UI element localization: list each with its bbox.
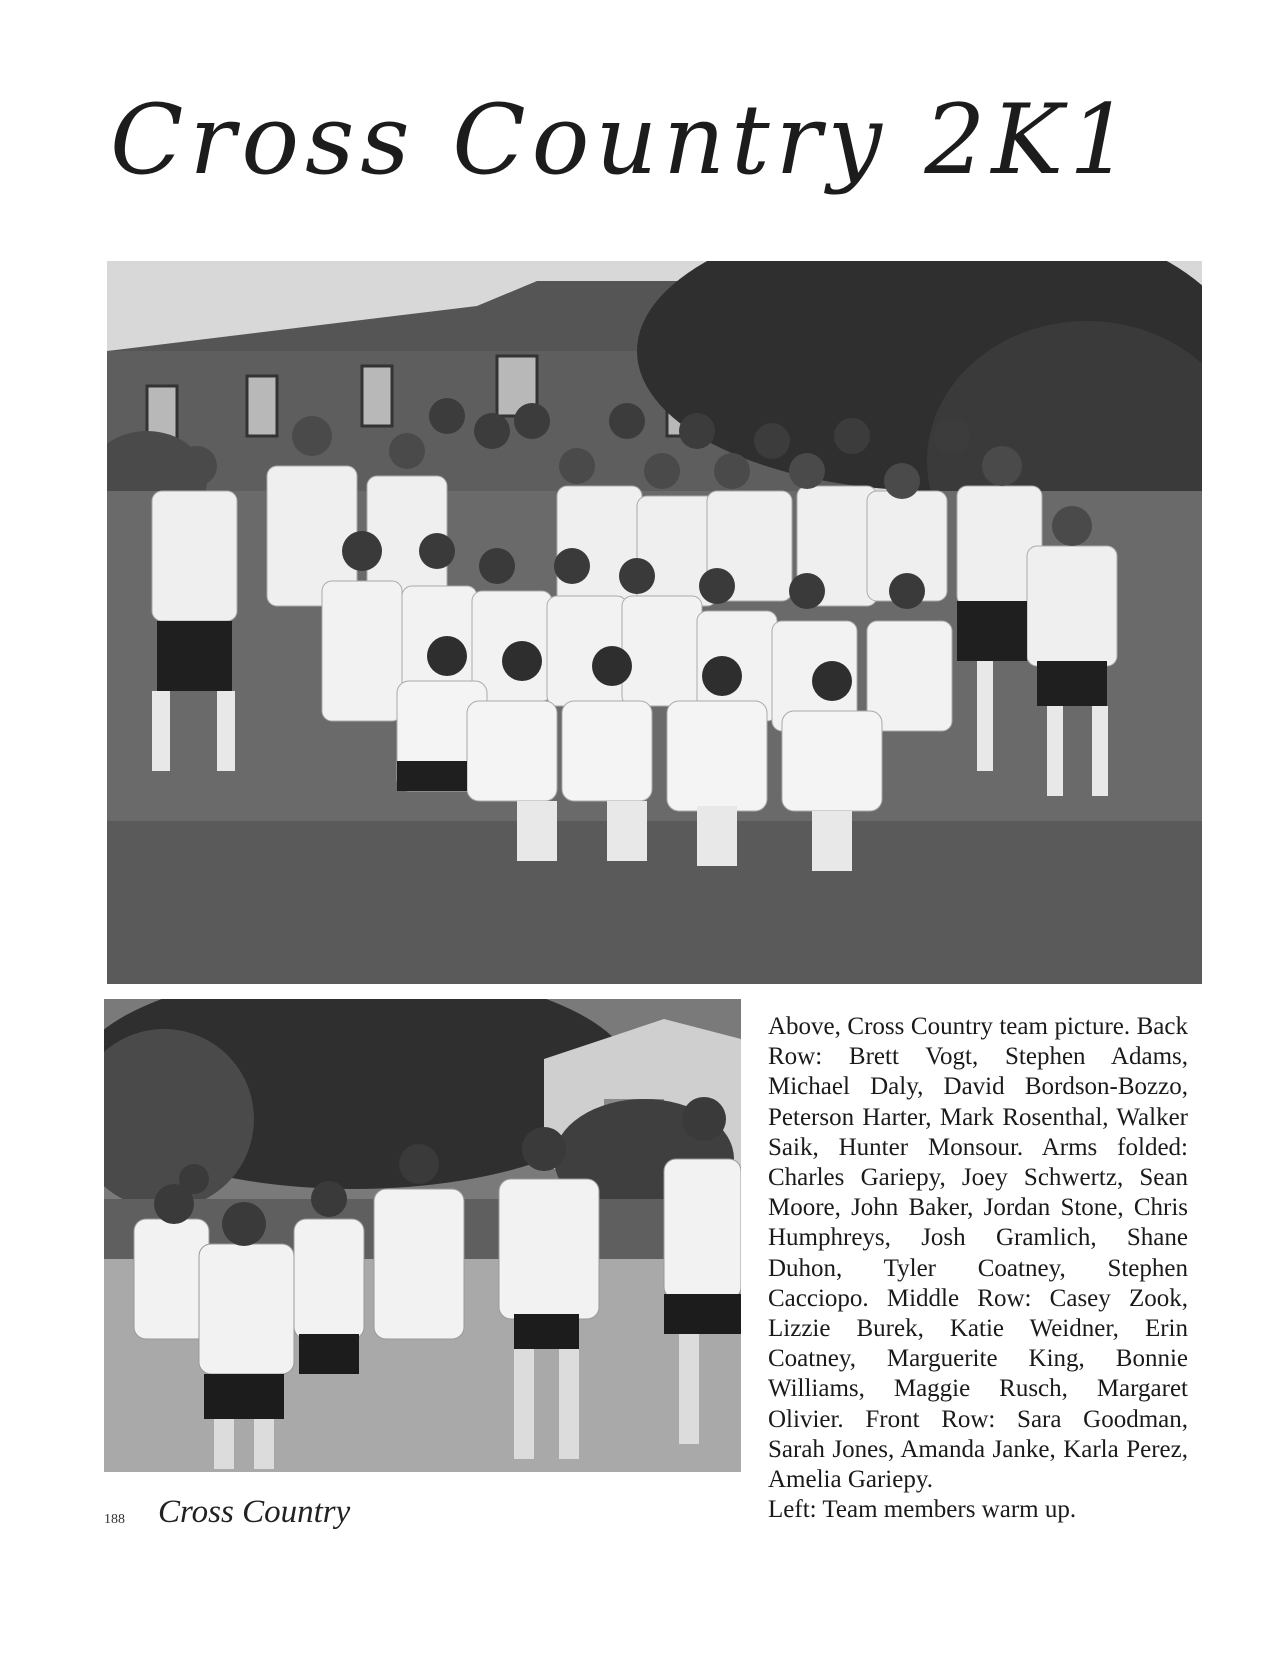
section-name: Cross Country xyxy=(158,1494,351,1530)
page-number: 188 xyxy=(104,1512,125,1527)
warmup-caption: Left: Team members warm up. xyxy=(768,1496,1077,1524)
photo-caption xyxy=(768,1012,1188,1525)
page-title: Cross Country 2K1 xyxy=(110,84,1137,196)
warmup-photo xyxy=(104,999,741,1472)
team-caption: Above, Cross Country team picture. Back Row: Brett Vogt, Stephen Adams, Michael Daly, David Bordson-Bozzo, Peterson Harter, Mark Rosenthal, Walker Saik, Hunter Monsour. Arms folded: Charles Gariepy, Joey Schwertz, Sean Moore, John Baker, Jordan Stone, Chris Humphreys, Josh Gramlich, Shane Duhon, Tyler Coatney, Stephen Cacciopo. Middle Row: Casey Zook, Lizzie Burek, Katie Weidner, Erin Coatney, Marguerite King, Bonnie Williams, Maggie Rusch, Margaret Olivier. Front Row: Sara Goodman, Sarah Jones, Amanda Janke, Karla Perez, Amelia Gariepy. xyxy=(768,1013,1188,1494)
team-photo xyxy=(107,261,1202,984)
